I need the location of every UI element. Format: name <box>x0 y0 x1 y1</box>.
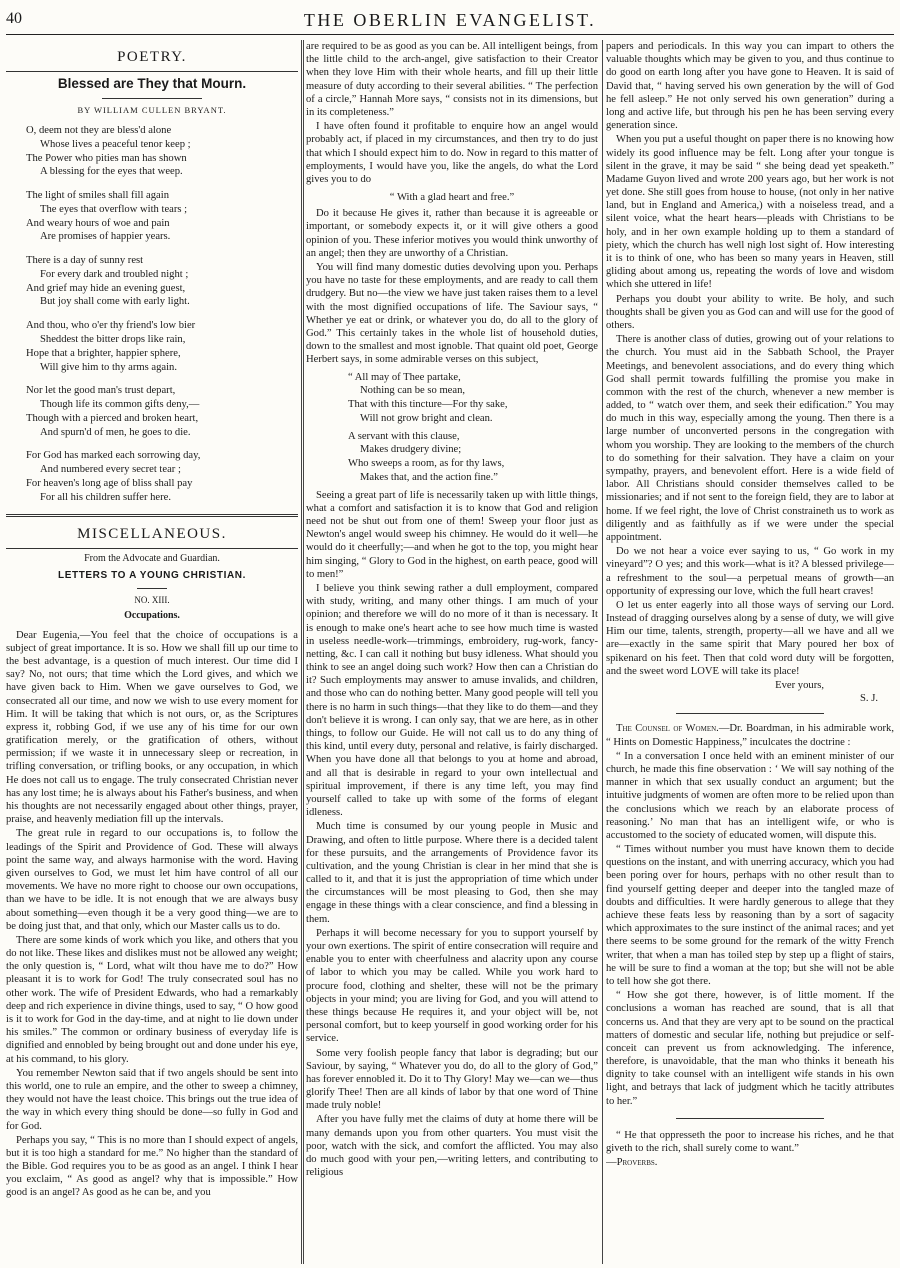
verse-line: Makes that, and the action fine.” <box>360 471 498 483</box>
page-number: 40 <box>6 10 22 27</box>
letter-number: NO. XIII. <box>134 594 170 605</box>
article-source: From the Advocate and Guardian. <box>84 553 220 565</box>
paragraph: After you have fully met the claims of duty at home there will be many demands upon you from other quarters. You must visit the poor, watch with the sick, and comfort the afflicted. You may also do much good with your pen,—writing letters, and contributing to religious <box>306 1114 598 1179</box>
paragraph: “ How she got there, however, is of little moment. If the conclusions a woman has reached are sound, that is all that concerns us. And that they are very apt to be sound on the practical matters of domestic and secular life, nothing but prejudice or self-conceit can prevent us from acknowledging. The inference, therefore, is unavoidable, that the man who thinks it beneath his dignity to take counsel with an intelligent wife stands in his own light, and betrays that lack of judgment which he tacitly attributes to her.” <box>606 990 894 1107</box>
header-rule <box>6 34 894 35</box>
verse-line: Will give him to thy arms again. <box>40 361 177 373</box>
verse-line: That with this tincture—For thy sake, <box>348 399 508 411</box>
paragraph: “ In a conversation I once held with an eminent minister of our church, he made this fine observation : ‘ We will say nothing of the manner in which that sex usually conduct an argument; but the intuitive judgments of women are often more to be relied upon than the conclusions which we reach by an elaborate process of reasoning.’ No man that has an intelligent wife, or who is accustomed to the society of educated women, will dispute this. <box>606 750 894 841</box>
verse-line: O, deem not they are bless'd alone <box>26 125 172 137</box>
verse-line: There is a day of sunny rest <box>26 255 144 267</box>
letter-body-part-1 <box>6 629 298 1200</box>
column-3 <box>606 40 894 1264</box>
letter-subject: Occupations. <box>124 610 180 622</box>
stanza <box>26 319 298 374</box>
section-rule <box>6 71 298 72</box>
paragraph: Perhaps you doubt your ability to write. Be holy, and such thoughts shall be given you as God can and will use for the good of others. <box>606 293 894 331</box>
stanza <box>348 430 598 485</box>
paragraph: You remember Newton said that if two angels should be sent into this world, one to rule an empire, and the other to sweep a chimney, they would not have the least choice. This brings out the true idea of the way in which every thing should be done—so fully in God and for God. <box>6 1067 298 1132</box>
column-1 <box>6 40 298 1264</box>
verse-line: Though with a pierced and broken heart, <box>26 412 199 424</box>
verse-line: For every dark and troubled night ; <box>40 268 189 280</box>
verse-line: The Power who pities man has shown <box>26 152 187 164</box>
verse-line: Though life its common gifts deny,— <box>40 399 200 411</box>
paragraph: Much time is consumed by our young people in Music and Drawing, and often to little purpose. Where there is a decided talent for these pursuits, and the arrangements of Providence favor its cultivation, and the young Christian is clear in her mind that she is called to it, and that it is just the appropriation of time which under the circumstances will be most pleasing to God, then she may engage in these things with a clear conscience, and find a blessing in them. <box>306 821 598 925</box>
verse-line: A blessing for the eyes that weep. <box>40 166 183 178</box>
stanza <box>26 189 298 244</box>
article-divider <box>676 1118 824 1119</box>
stanza <box>26 254 298 309</box>
stanza <box>26 124 298 179</box>
paragraph: “ Times without number you must have known them to decide questions on the instant, and with unerring accuracy, which you had been poring over for hours, perhaps with no other result than to find yourself getting deeper and deeper into the tangled maze of doubts and difficulties. It were hardly generous to allege that they achieve these feats less by reasoning than by a sort of sagacity which approximates to the sure instinct of the animal races; and yet there seems to be some ground for the remark of the witty French writer, that when a man has toiled step by step up a flight of stairs, he will be sure to find a woman at the top; but she will not be able to tell how she got there. <box>606 844 894 987</box>
letter-signature: S. J. <box>860 693 878 705</box>
title-rule <box>137 588 167 589</box>
article-divider <box>676 713 824 714</box>
paragraph: When you put a useful thought on paper there is no knowing how widely its good influence may be felt. Long after your tongue is silent in the grave, it may be said “ she being dead yet speaketh.” Madame Guyon lived and wrote 200 years ago, but her work is not yet done. She still goes from house to house, (not only in her native land, but in England and America,) with a noiseless tread, and a silent voice, what the heart hears—pleads with Christians to be holy, and in her own example holding up to them a standard of piety, which the church has well nigh lost sight of. How interesting it is to think of one, who has been so many years in Heaven, still gliding about among us, repeating the words of love and wisdom which she uttered in life! <box>606 134 894 291</box>
verse-line: Are promises of happier years. <box>40 231 171 243</box>
poetry-section-title: POETRY. <box>117 49 187 65</box>
verse-line: And numbered every secret tear ; <box>40 464 181 476</box>
paragraph: There are some kinds of work which you like, and others that you do not like. These likes and dislikes must not be allowed any weight; the only question is, “ Lord, what wilt thou have me to do?” How pleasant it is to work for God! The truly consecrated soul has no other work. The wife of President Edwards, who had a remarkably deep and rich experience in divine things, used to say, “ O how good is it to work for God in the day-time, and at night to lie down under his smiles.” The common or ordinary business of everyday life is dignified and ennobled by being brought out and done under his eye, at his command, to his glory. <box>6 934 298 1065</box>
letter-closing: Ever yours, <box>775 680 824 691</box>
verse-line: Sheddest the bitter drops like rain, <box>40 334 186 345</box>
verse-line: For heaven's long age of bliss shall pay <box>26 477 193 489</box>
verse-line: Will not grow bright and clean. <box>360 412 493 424</box>
column-divider <box>301 40 304 1264</box>
title-rule <box>102 98 202 99</box>
verse-line: And weary hours of woe and pain <box>26 217 170 229</box>
herbert-verses <box>306 371 598 485</box>
paragraph: Dear Eugenia,—You feel that the choice of occupations is a subject of great importance. It is so. How we shall fill up our time to the best advantage, is a question of much interest. Our time did I say? No, not ours; that time which the Lord gives, and which we have given back to Him. When we gave ourselves to God, we consecrated all our time, and now we wish to use every moment for Him. It will be taking that which is not ours, or, as the Scriptures express it, robbing God, if we use any of his time for our own gratification merely, or the gratification of others, without permission; if we waste it in unnecessary sleep or recreation, in trifling conversation, or trifling books, or any occupation, in which He does not call us to engage. The truly consecrated Christian never has any lost time; he is always about his Father's business, and when his thoughts are not necessarily engaged about other things, prayer, praise, and heavenly mediation fill up the intervals. <box>6 629 298 826</box>
column-divider <box>602 40 603 1264</box>
stanza <box>26 449 298 504</box>
paragraph: are required to be as good as you can be. All intelligent beings, from the little child to the arch-angel, give satisfaction to their Creator when they love Him with their whole hearts, and fill up their little measure of duty according to their several abilities. “ The perfection of a circle,” Hannah More says, “ consists not in its dimensions, but in its completeness.” <box>306 41 598 118</box>
page-header <box>0 0 900 40</box>
stanza <box>26 384 298 439</box>
paragraph: Some very foolish people fancy that labor is degrading; but our Saviour, by saying, “ Whatever you do, do all to the glory of God,” has forever ennobled it. Do it to Thy Glory! May we—can we—thus glorify Thee! Then are all kinds of labor by that one word of Thine made truly noble! <box>306 1047 598 1112</box>
misc-section-title: MISCELLANEOUS. <box>77 526 227 543</box>
paragraph: papers and periodicals. In this way you can impart to others the valuable thoughts which may be given to you, and thus continue to do good on earth long after you have gone to Heaven. It is said of David that, “ having served his own generation by the will of God he fell asleep.” He not only served his own generation” during a long and active life, but through his pen he has been serving every generation since. <box>606 41 894 132</box>
section-rule <box>6 548 298 549</box>
masthead-title: THE OBERLIN EVANGELIST. <box>303 10 597 30</box>
poem-body <box>6 124 298 504</box>
verse-line: And spurn'd of men, he goes to die. <box>40 426 191 438</box>
column-2 <box>306 40 598 1264</box>
verse-line: The eyes that overflow with tears ; <box>40 203 188 215</box>
paragraph: There is another class of duties, growing out of your relations to the church. You must aid in the Sabbath School, the Prayer Meetings, and benevolent associations, and do every thing which God shall permit towards fulfilling the promise you make in common with the rest of the church, whenever a new member is added, to “ watch over them, and seek their edification.” You may do much in this way, especially among the young. Then there is a large number of unconverted persons in the congregation with whom you worship. They are looking to the members of the church to do something for their salvation. They have a claim on your sympathy, prayers, and benevolent effort. Here is a wide field of labor. All Christians should consider themselves called to be missionaries; and if not sent to the foreign field, they are to labor at home. If we feel right, the love of Christ constraineth us to work as diligently and as faithfully as if we were under the special appointment. <box>606 334 894 543</box>
paragraph: Perhaps you say, “ This is no more than I should expect of angels, but it is too high a standard for me.” No higher than the standard of the Bible. God requires you to be as good as an angel. I think I hear you exclaim, “ As good as angel? why that is impossible.” How good is an angel? As good as he can be, and you <box>6 1134 298 1199</box>
paragraph: You will find many domestic duties devolving upon you. Perhaps you have no taste for these employments, and are ready to call them drudgery. But no—the view we have just taken raises them to a level with the most dignified occupations of life. The Saviour says, “ Whether ye eat or drink, or whatever you do, do all to the glory of God.” This certainly takes in the whole list of household duties, down to the smallest and most ignoble. That quaint old poet, George Herbert says, in some admirable verses on this subject, <box>306 262 598 366</box>
verse-line: Whose lives a peaceful tenor keep ; <box>40 138 191 150</box>
series-title: LETTERS TO A YOUNG CHRISTIAN. <box>58 569 246 581</box>
counsel-intro: —Dr. Boardman, in his admirable work, “ Hints on Domestic Happiness,” inculcates the doctrine : <box>606 723 894 748</box>
paragraph: Do it because He gives it, rather than because it is agreeable or important, or somebody expects it, or it will give others a good opinion of you. These inferior motives you would think unworthy of an angel; then they are unworthy of a Christian. <box>306 208 598 259</box>
verse-line: Hope that a brighter, happier sphere, <box>26 347 181 359</box>
stanza <box>348 371 598 426</box>
poem-title: Blessed are They that Mourn. <box>57 75 247 91</box>
quoted-line: “ With a glad heart and free.” <box>389 192 515 204</box>
verse-line: Nor let the good man's trust depart, <box>26 385 176 397</box>
verse-line: And thou, who o'er thy friend's low bier <box>26 320 196 332</box>
verse-line: Nothing can be so mean, <box>360 385 466 397</box>
verse-line: “ All may of Thee partake, <box>348 371 461 383</box>
verse-line: For all his children suffer here. <box>40 491 172 503</box>
verse-line: Who sweeps a room, as for thy laws, <box>348 458 505 470</box>
verse-line: But joy shall come with early light. <box>40 296 190 308</box>
paragraph: Perhaps it will become necessary for you to support yourself by your own exertions. The spirit of entire consecration will require and enable you to enter with cheerfulness and alacrity upon any course of labor to which you may be called. While you work hard to procure food, clothing and shelter, these will not be the primary objects in your mind; you are living for God, and you will attend to these things because He requires it, and your object will be, not personal comfort, but to keep yourself in good working order for his service. <box>306 927 598 1045</box>
paragraph: Seeing a great part of life is necessarily taken up with little things, what a comfort and satisfaction it is to know that God and religion need not be shut out from one of them! Sweep your floor just as Newton's angel would sweep his chimney. He would do it well—he would do it cheerfully;—and when he got to the top, you might hear him singing, “ Glory to God in the highest, on earth peace, good will to men!” <box>306 489 598 580</box>
paragraph: O let us enter eagerly into all those ways of serving our Lord. Instead of dragging ourselves along by a sense of duty, we will give Him our time, talents, strength, property—all we have and all we are—exactly in the same spirit that Mary poured her box of spikenard on his feet. Then that cold word duty will be forgotten, and the sweet word LOVE will take its place! <box>606 599 894 677</box>
paragraph: The great rule in regard to our occupations is, to follow the leadings of the Spirit and Providence of God. These will always point the same way, and always harmonise with the word. Having given ourselves to God, we must let him have control of all our movements. We have no more right to choose our own occupations, than we have to be idle. It is not enough that we are always busy about something—even though it be a very good thing—we are to be doing just that, and that only, which our Master calls us to do. <box>6 828 298 932</box>
counsel-lead <box>606 722 894 748</box>
paragraph: I have often found it profitable to enquire how an angel would probably act, if placed in my circumstances, and then try to do just that which I should expect him to do. Now in regard to this matter of employments, I would have you, like the angels, do what the Lord gives you to do <box>306 121 598 185</box>
paragraph: I believe you think sewing rather a dull employment, compared with study, writing, and many other things. I am much of your opinion; and therefore we will do no more of it than is necessary. It is enough to make one's heart ache to see how much time is wasted in useless needle-work—trimmings, embroidery, rug-work, fancy-netting, &c. I can call it nothing but busy idleness. What should you think to see an angel doing such work? How then can a Christian do it? Such employments may answer to amuse invalids, and children, and those who can do nothing better. Many good people will tell you there is no harm in such things—that they like to do them—and they don't believe it is wrong. I can only say, that we are here, as in other things, to follow our Guide. He will not call us to do any thing of this kind, until every duty, personal and relative, is fairly discharged. When you have done all that belongs to you at home and abroad, and all that is desirable in regard to your own intellectual and spiritual improvement, if there is any time left, you may find yourself called to take up with some of the forms of elegant idleness. <box>306 582 598 819</box>
proverb-text: “ He that oppresseth the poor to increase his riches, and he that giveth to the rich, shall surely come to want.” <box>606 1129 894 1154</box>
paragraph: Do we not hear a voice ever saying to us, “ Go work in my vineyard”? O yes; and this work—what is it? A blessed privilege—a refreshment to the soul—a perpetual means of growth—an opportunity of expressing our love, which the full heart craves! <box>606 546 894 597</box>
verse-line: A servant with this clause, <box>348 430 460 442</box>
poem-byline: BY WILLIAM CULLEN BRYANT. <box>77 105 227 116</box>
verse-line: The light of smiles shall fill again <box>26 190 169 202</box>
section-rule <box>6 514 298 517</box>
verse-line: And grief may hide an evening guest, <box>26 282 186 294</box>
verse-line: For God has marked each sorrowing day, <box>26 450 201 462</box>
counsel-title: The Counsel of Women. <box>616 723 719 735</box>
proverb-source: —Proverbs. <box>606 1157 658 1169</box>
verse-line: Makes drudgery divine; <box>360 444 462 456</box>
